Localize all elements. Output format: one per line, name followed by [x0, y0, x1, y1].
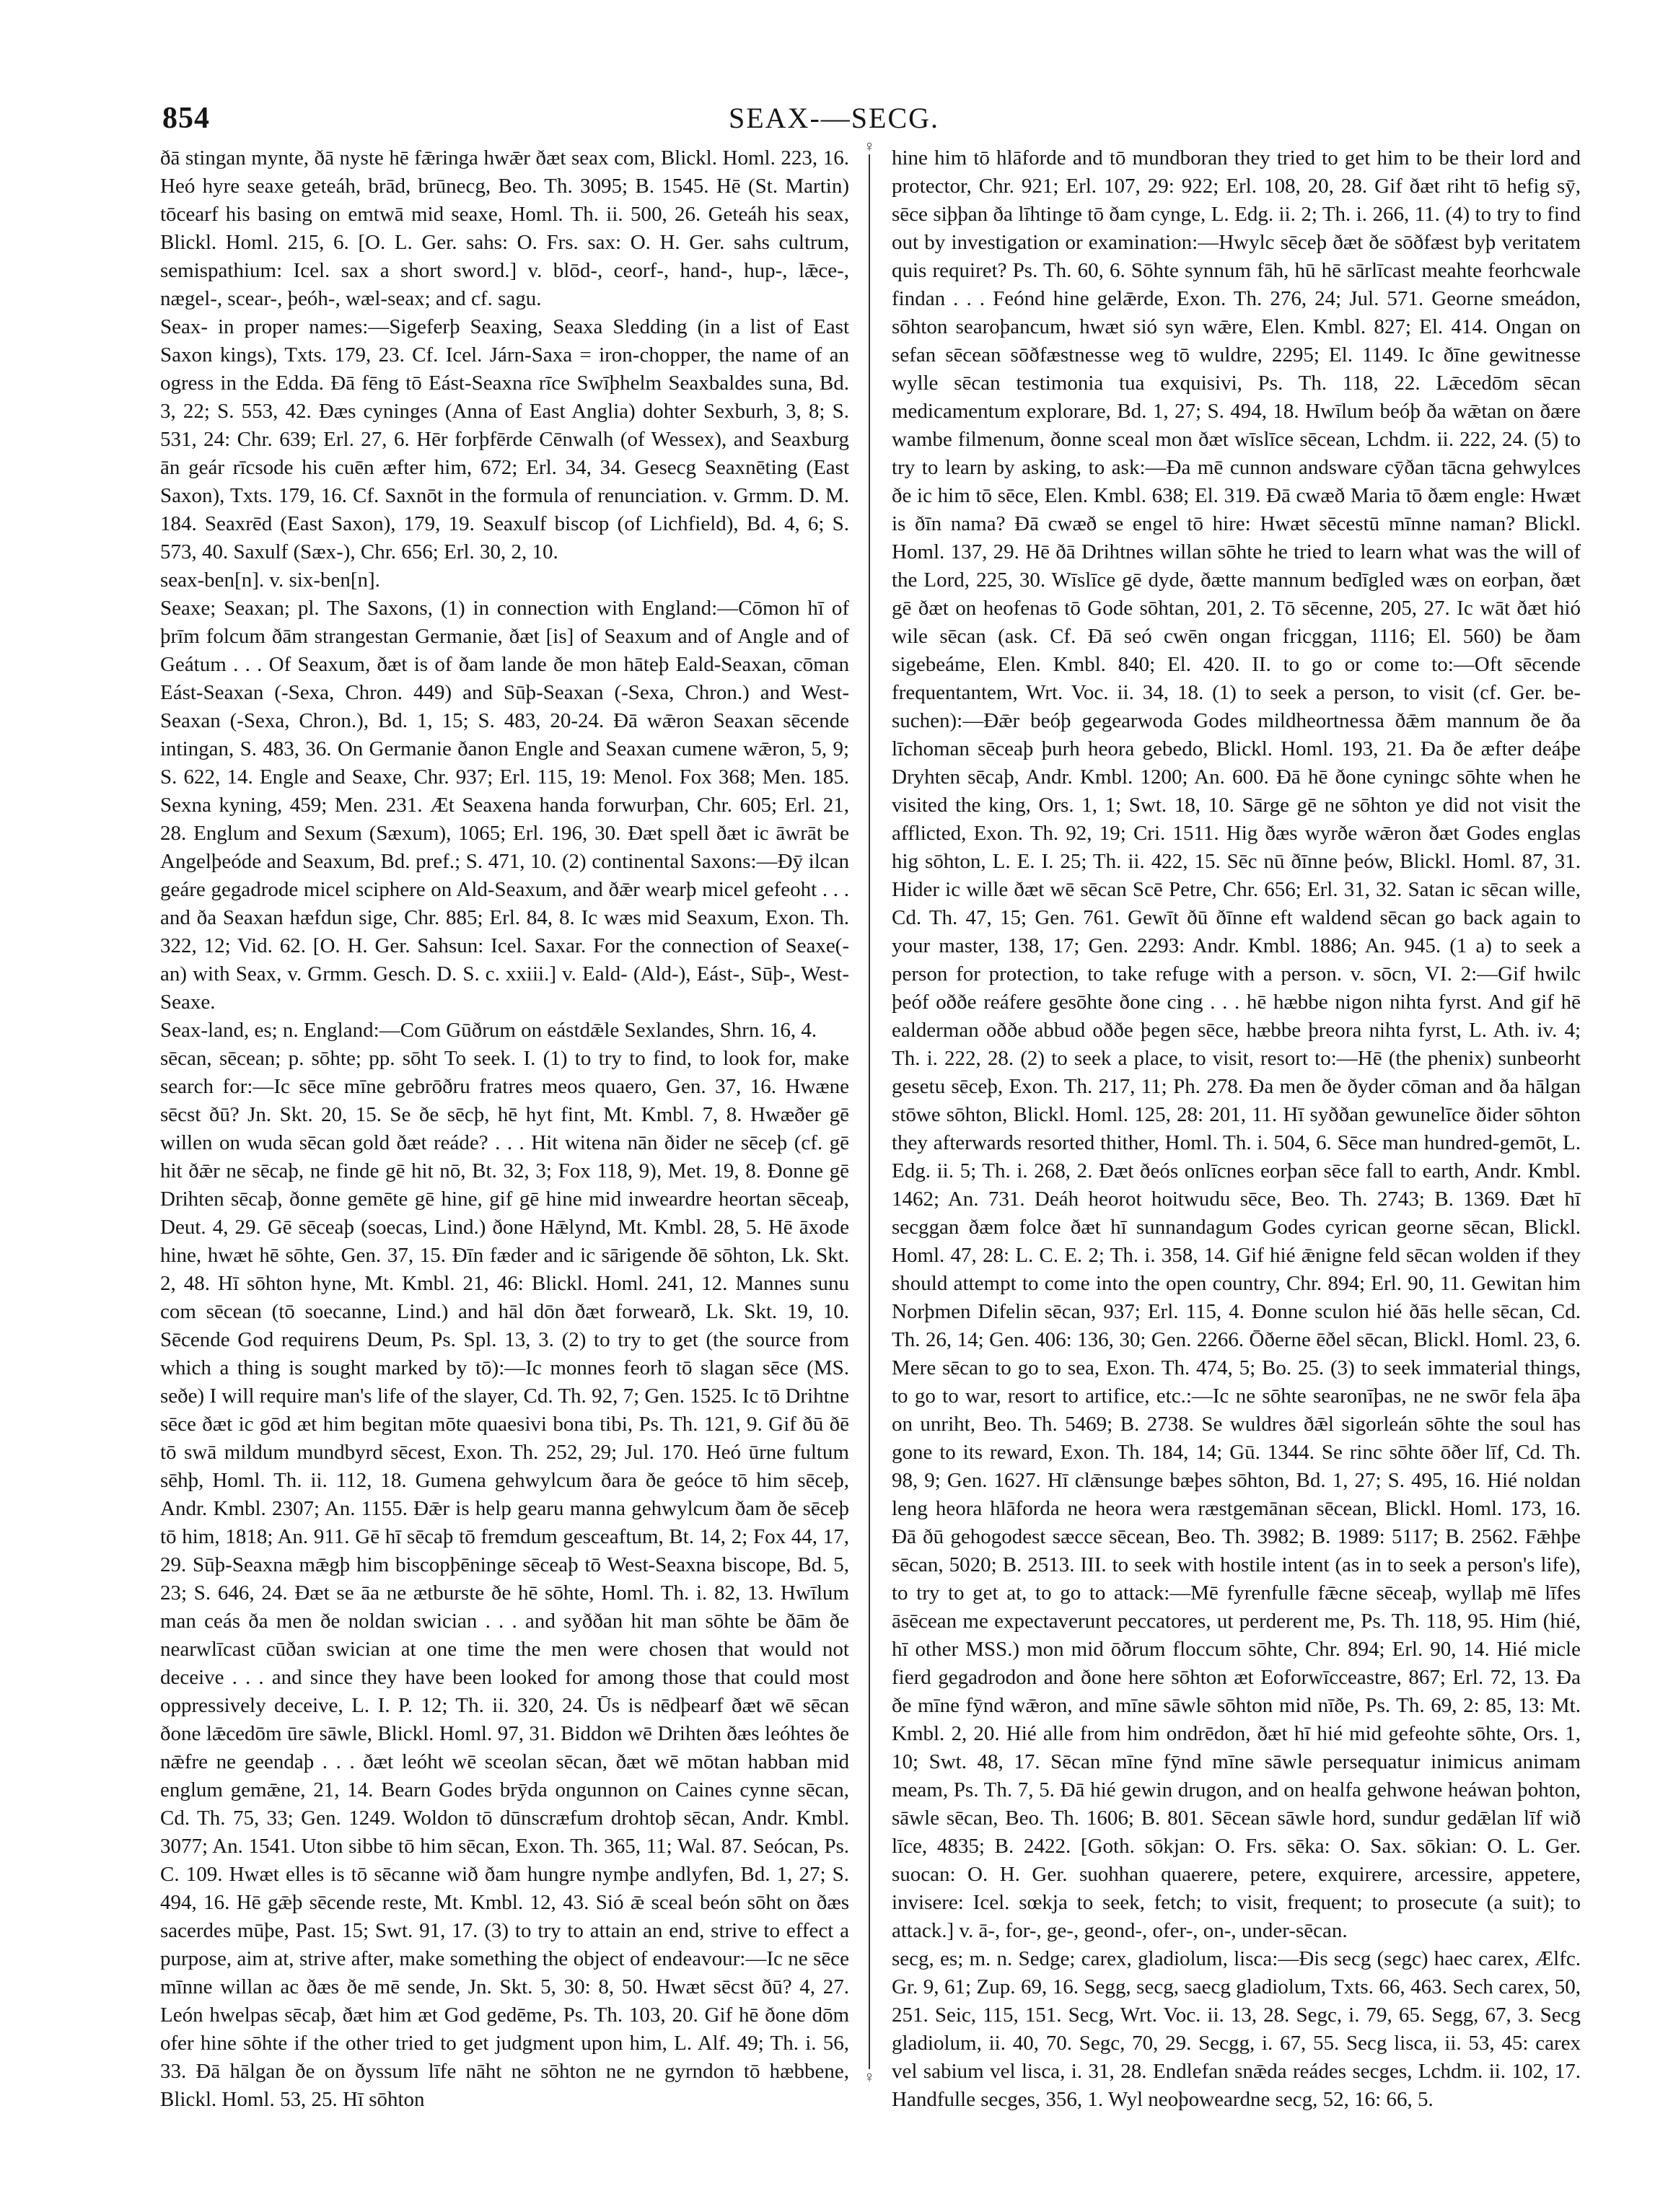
page-number: 854 [162, 102, 210, 135]
entry-secan: sēcan, sēcean; p. sōhte; pp. sōht To seek. I. (1) to try to find, to look for, make search for:—Ic sēce mīne gebrōðru fratres meos quaero, Gen. 37, 16. Hwæne sēcst ðū? Jn. Skt. 20, 15. Se ðe sēcþ, hē hyt fint, Mt. Kmbl. 7, 8. Hwæðer gē willen on wuda sēcan gold ðæt reáde? . . . Hit witena nān ðider ne sēceþ (cf. gē hit ðǣr ne sēcaþ, ne finde gē hit nō, Bt. 32, 3; Fox 118, 9), Met. 19, 8. Ðonne gē Drihten sēcaþ, ðonne gemēte gē hine, gif gē hine mid inweardre heortan sēceaþ, Deut. 4, 29. Gē sēceaþ (soecas, Lind.) ðone Hǣlynd, Mt. Kmbl. 28, 5. Hē āxode hine, hwæt hē sōhte, Gen. 37, 15. Ðīn fæder and ic sārigende ðē sōhton, Lk. Skt. 2, 48. Hī sōhton hyne, Mt. Kmbl. 21, 46: Blickl. Homl. 241, 12. Mannes sunu com sēcean (tō soecanne, Lind.) and hāl dōn ðæt forwearð, Lk. Skt. 19, 10. Sēcende God requirens Deum, Ps. Spl. 13, 3. (2) to try to get (the source from which a thing is sought marked by tō):—Ic monnes feorh tō slagan sēce (MS. seðe) I will require man's life of the slayer, Cd. Th. 92, 7; Gen. 1525. Ic tō Drihtne sēce ðæt ic gōd æt him begitan mōte quaesivi bona tibi, Ps. Th. 121, 9. Gif ðū ðē tō swā mildum mundbyrd sēcest, Exon. Th. 252, 29; Jul. 170. Heó ūrne fultum sēhþ, Homl. Th. ii. 112, 18. Gumena gehwylcum ðara ðe geóce tō him sēceþ, Andr. Kmbl. 2307; An. 1155. Ðǣr is help gearu manna gehwylcum ðam ðe sēceþ tō him, 1818; An. 911. Gē hī sēcaþ tō fremdum gesceaftum, Bt. 14, 2; Fox 44, 17, 29. Sūþ-Seaxna mǣgþ him biscopþēninge sēceaþ tō West-Seaxna biscope, Bd. 5, 23; S. 646, 24. Ðæt se āa ne ætburste ðe hē sōhte, Homl. Th. i. 82, 13. Hwīlum man ceás ða men ðe noldan swician . . . and syððan hit man sōhte be ðām ðe nearwlīcast cūðan swician at one time the men were chosen that would not deceive . . . and since they have been looked for among those that could most oppressively deceive, L. I. P. 12; Th. ii. 320, 24. Ūs is nēdþearf ðæt wē sēcan ðone lǣcedōm ūre sāwle, Blickl. Homl. 97, 31. Biddon wē Drihten ðæs leóhtes ðe nǣfre ne geendaþ . . . ðæt leóht wē sceolan sēcan, ðæt wē mōtan habban mid englum gemǣne, 21, 14. Bearn Godes brȳda ongunnon on Caines cynne sēcan, Cd. Th. 75, 33; Gen. 1249. Woldon tō dūnscræfum drohtoþ sēcan, Andr. Kmbl. 3077; An. 1541. Uton sibbe tō him sēcan, Exon. Th. 365, 11; Wal. 87. Seócan, Ps. C. 109. Hwæt elles is tō sēcanne wið ðam hungre nymþe andlyfen, Bd. 1, 27; S. 494, 16. Hē gǣþ sēcende reste, Mt. Kmbl. 12, 43. Sió ǣ sceal beón sōht on ðæs sacerdes mūþe, Past. 15; Swt. 91, 17. (3) to try to attain an end, strive to effect a purpose, aim at, strive after, make something the object of endeavour:—Ic ne sēce mīnne willan ac ðæs ðe mē sende, Jn. Skt. 5, 30: 8, 50. Hwæt sēcst ðū? 4, 27. León hwelpas sēcaþ, ðæt him æt God gedēme, Ps. Th. 103, 20. Gif hē ðone dōm ofer hine sōhte if the other tried to get judgment upon him, L. Alf. 49; Th. i. 56, 33. Ðā hālgan ðe on ðyssum līfe nāht ne sōhton ne ne gyrndon tō hæbbene, Blickl. Homl. 53, 25. Hī sōhton [160, 1047, 849, 2111]
divider-ornament-top-icon: ♀ [861, 139, 877, 154]
left-column [160, 144, 849, 2111]
running-head: SEAX-—SECG. [728, 102, 940, 134]
entry-secg: secg, es; m. n. Sedge; carex, gladiolum, lisca:—Ðis secg (segc) haec carex, Ælfc. Gr. 9, 61; Zup. 69, 16. Segg, secg, saecg gladiolum, Txts. 66, 463. Sech carex, 50, 251. Seic, 115, 151. Secg, Wrt. Voc. ii. 13, 28. Segc, i. 79, 65. Segg, 67, 3. Secg gladiolum, ii. 40, 70. Segc, 70, 29. Secgg, i. 67, 55. Secg lisca, ii. 53, 45: carex vel sabium vel lisca, i. 31, 28. Endlefan snǣda reádes secges, Lchdm. ii. 102, 17. Handfulle secges, 356, 1. Wyl neoþoweardne secg, 52, 16: 66, 5. [892, 1947, 1581, 2111]
entry-seaxe: Seaxe; Seaxan; pl. The Saxons, (1) in connection with England:—Cōmon hī of þrīm folcum ðām strangestan Germanie, ðæt [is] of Seaxum and of Angle and of Geátum . . . Of Seaxum, ðæt is of ðam lande ðe mon hāteþ Eald-Seaxan, cōman Eást-Seaxan (-Sexa, Chron. 449) and Sūþ-Seaxan (-Sexa, Chron.) and West-Seaxan (-Sexa, Chron.), Bd. 1, 15; S. 483, 20-24. Ðā wǣron Seaxan sēcende intingan, S. 483, 36. On Germanie ðanon Engle and Seaxan cumene wǣron, 5, 9; S. 622, 14. Engle and Seaxe, Chr. 937; Erl. 115, 19: Menol. Fox 368; Men. 185. Sexna kyning, 459; Men. 231. Æt Seaxena handa forwurþan, Chr. 605; Erl. 21, 28. Englum and Sexum (Sæxum), 1065; Erl. 196, 30. Ðæt spell ðæt ic āwrāt be Angelþeóde and Seaxum, Bd. pref.; S. 471, 10. (2) continental Saxons:—Ðȳ ilcan geáre gegadrode micel sciphere on Ald-Seaxum, and ðǣr wearþ micel gefeoht . . . and ða Seaxan hæfdun sige, Chr. 885; Erl. 84, 8. Ic wæs mid Seaxum, Exon. Th. 322, 12; Vid. 62. [O. H. Ger. Sahsun: Icel. Saxar. For the connection of Seaxe(-an) with Seax, v. Grmm. Gesch. D. S. c. xxiii.] v. Eald- (Ald-), Eást-, Sūþ-, West-Seaxe. [160, 597, 849, 1014]
column-divider [869, 144, 870, 2078]
entry-seax-land: Seax-land, es; n. England:—Com Gūðrum on eástdǣle Sexlandes, Shrn. 16, 4. [160, 1019, 817, 1042]
entry-seax-continued: ðā stingan mynte, ðā nyste hē fǣringa hwǣr ðæt seax com, Blickl. Homl. 223, 16. Heó hyre seaxe geteáh, brād, brūnecg, Beo. Th. 3095; B. 1545. Hē (St. Martin) tōcearf his basing on emtwā mid seaxe, Homl. Th. ii. 500, 26. Geteáh his seax, Blickl. Homl. 215, 6. [O. L. Ger. sahs: O. Frs. sax: O. H. Ger. sahs cultrum, semispathium: Icel. sax a short sword.] v. blōd-, ceorf-, hand-, hup-, lǣce-, nægel-, scear-, þeóh-, wæl-seax; and cf. sagu. [160, 146, 849, 310]
entry-seax-benn: seax-ben[n]. v. six-ben[n]. [160, 569, 380, 592]
right-column [892, 144, 1581, 2111]
entry-secan-continued: hine him tō hlāforde and tō mundboran they tried to get him to be their lord and protector, Chr. 921; Erl. 107, 29: 922; Erl. 108, 20, 28. Gif ðæt riht tō hefig sȳ, sēce siþþan ða līhtinge tō ðam cynge, L. Edg. ii. 2; Th. i. 266, 11. (4) to try to find out by investigation or examination:—Hwylc sēceþ ðæt ðe sōðfæst byþ veritatem quis requiret? Ps. Th. 60, 6. Sōhte synnum fāh, hū hē sārlīcast meahte feorhcwale findan . . . Feónd hine gelǣrde, Exon. Th. 276, 24; Jul. 571. Georne smeádon, sōhton searoþancum, hwæt sió syn wǣre, Elen. Kmbl. 827; El. 414. Ongan on sefan sēcean sōðfæstnesse weg tō wuldre, 2295; El. 1149. Ic ðīne gewitnesse wylle sēcan testimonia tua exquisivi, Ps. Th. 118, 22. Lǣcedōm sēcan medicamentum explorare, Bd. 1, 27; S. 494, 18. Hwīlum beóþ ða wǣtan on ðære wambe filmenum, ðonne sceal mon ðæt wīslīce sēcean, Lchdm. ii. 222, 24. (5) to try to learn by asking, to ask:—Ða mē cunnon andsware cȳðan tācna gehwylces ðe ic him tō sēce, Elen. Kmbl. 638; El. 319. Ðā cwæð Maria tō ðæm engle: Hwæt is ðīn nama? Ðā cwæð se engel tō hire: Hwæt sēcestū mīnne naman? Blickl. Homl. 137, 29. Hē ðā Drihtnes willan sōhte he tried to learn what was the will of the Lord, 225, 30. Wīslīce gē dyde, ðætte mannum bedīgled wæs on eorþan, ðæt gē ðæt on heofenas tō Gode sōhtan, 201, 2. Tō sēcenne, 205, 27. Ic wāt ðæt hió wile sēcan (ask. Cf. Ðā seó cwēn ongan fricggan, 1116; El. 560) be ðam sigebeáme, Elen. Kmbl. 840; El. 420. II. to go or come to:—Oft sēcende frequentantem, Wrt. Voc. ii. 34, 18. (1) to seek a person, to visit (cf. Ger. be-suchen):—Ðǣr beóþ gegearwoda Godes mildheortnessa ðǣm mannum ðe ða līchoman sēceaþ þurh heora gebedo, Blickl. Homl. 193, 21. Ða ðe æfter deáþe Dryhten sēcaþ, Andr. Kmbl. 1200; An. 600. Ðā hē ðone cyningc sōhte when he visited the king, Ors. 1, 1; Swt. 18, 10. Sārge gē ne sōhton ye did not visit the afflicted, Exon. Th. 92, 19; Cri. 1511. Hig ðæs wyrðe wǣron ðæt Godes englas hig sōhton, L. E. I. 25; Th. ii. 422, 15. Sēc nū ðīnne þeów, Blickl. Homl. 87, 31. Hider ic wille ðæt wē sēcan Scē Petre, Chr. 656; Erl. 31, 32. Satan ic sēcan wille, Cd. Th. 47, 15; Gen. 761. Gewīt ðū ðīnne eft waldend sēcan go back again to your master, 138, 17; Gen. 2293: Andr. Kmbl. 1886; An. 945. (1 a) to seek a person for protection, to take refuge with a person. v. sōcn, VI. 2:—Gif hwilc þeóf oððe reáfere gesōhte ðone cing . . . hē hæbbe nigon nihta fyrst. And gif hē ealderman oððe abbud oððe þegen sēce, hæbbe þreora nihta fyrst, L. Ath. iv. 4; Th. i. 222, 28. (2) to seek a place, to visit, resort to:—Hē (the phenix) sunbeorht gesetu sēceþ, Exon. Th. 217, 11; Ph. 278. Ða men ðe ðyder cōman and ða hālgan stōwe sōhton, Blickl. Homl. 125, 28: 201, 11. Hī syððan gewunelīce ðider sōhton they afterwards resorted thither, Homl. Th. i. 504, 6. Sēce man hundred-gemōt, L. Edg. ii. 5; Th. i. 268, 2. Ðæt ðeós onlīcnes eorþan sēce fall to earth, Andr. Kmbl. 1462; An. 731. Deáh heorot hoitwudu sēce, Beo. Th. 2743; B. 1369. Ðæt hī secggan ðæm folce ðæt hī sunnandagum Godes cyrican georne sēcan, Blickl. Homl. 47, 28: L. C. E. 2; Th. i. 358, 14. Gif hié ǣnigne feld sēcan wolden if they should attempt to come into the open country, Chr. 894; Erl. 90, 11. Gewitan him Norþmen Difelin sēcan, 937; Erl. 115, 4. Ðonne sculon hié ðās helle sēcan, Cd. Th. 26, 14; Gen. 406: 136, 30; Gen. 2266. Ōðerne ēðel sēcan, Blickl. Homl. 23, 6. Mere sēcan to go to sea, Exon. Th. 474, 5; Bo. 25. (3) to seek immaterial things, to go to war, resort to artifice, etc.:—Ic ne sōhte searonīþas, ne ne swōr fela āþa on unriht, Beo. Th. 5469; B. 2738. Se wuldres ðǣl sigorleán sōhte the soul has gone to its reward, Exon. Th. 184, 14; Gū. 1344. Se rinc sōhte ōðer līf, Cd. Th. 98, 9; Gen. 1627. Hī clǣnsunge bæþes sōhton, Bd. 1, 27; S. 495, 16. Hié noldan leng heora hlāforda ne heora wera ræstgemānan sēcean, Blickl. Homl. 173, 16. Ðā ðū gehogodest sæcce sēcean, Beo. Th. 3982; B. 1989: 5117; B. 2562. Fǣhþe sēcan, 5020; B. 2513. III. to seek with hostile intent (as in to seek a person's life), to try to get at, to go to attack:—Mē fyrenfulle fǣcne sēceaþ, wyllaþ mē līfes āsēcean me expectaverunt peccatores, ut perderent me, Ps. Th. 118, 95. Him (hié, hī other MSS.) mon mid ōðrum floccum sōhte, Chr. 894; Erl. 90, 14. Hié micle fierd gegadrodon and ðone here sōhton æt Eoforwīcceastre, 867; Erl. 72, 13. Ða ðe mīne fȳnd wǣron, and mīne sāwle sōhton mid nīðe, Ps. Th. 69, 2: 85, 13: Mt. Kmbl. 2, 20. Hié alle from him ondrēdon, ðæt hī hié mid gefeohte sōhte, Ors. 1, 10; Swt. 48, 17. Sēcan mīne fȳnd mīne sāwle persequatur inimicus animam meam, Ps. Th. 7, 5. Ðā hié gewin drugon, and on healfa gehwone heáwan þohton, sāwle sēcan, Beo. Th. 1606; B. 801. Sēcean sāwle hord, sundur gedǣlan līf wið līce, 4835; B. 2422. [Goth. sōkjan: O. Frs. sēka: O. Sax. sōkian: O. L. Ger. suocan: O. H. Ger. suohhan quaerere, petere, exquirere, arcessire, appetere, invisere: Icel. sœkja to seek, fetch; to visit, frequent; to prosecute (a suit); to attack.] v. ā-, for-, ge-, geond-, ofer-, on-, under-sēcan. [892, 146, 1581, 1942]
divider-ornament-bottom-icon: ♀ [861, 2069, 877, 2085]
entry-seax-proper-names: Seax- in proper names:—Sigeferþ Seaxing, Seaxa Sledding (in a list of East Saxon kings), Txts. 179, 23. Cf. Icel. Járn-Saxa = iron-chopper, the name of an ogress in the Edda. Ðā fēng tō Eást-Seaxna rīce Swīþhelm Seaxbaldes suna, Bd. 3, 22; S. 553, 42. Ðæs cyninges (Anna of East Anglia) dohter Sexburh, 3, 8; S. 531, 24: Chr. 639; Erl. 27, 6. Hēr forþfērde Cēnwalh (of Wessex), and Seaxburg ān geár rīcsode his cuēn æfter him, 672; Erl. 34, 34. Gesecg Seaxnēting (East Saxon), Txts. 179, 16. Cf. Saxnōt in the formula of renunciation. v. Grmm. D. M. 184. Seaxrēd (East Saxon), 179, 19. Seaxulf biscop (of Lichfield), Bd. 4, 6; S. 573, 40. Saxulf (Sæx-), Chr. 656; Erl. 30, 2, 10. [160, 315, 849, 563]
